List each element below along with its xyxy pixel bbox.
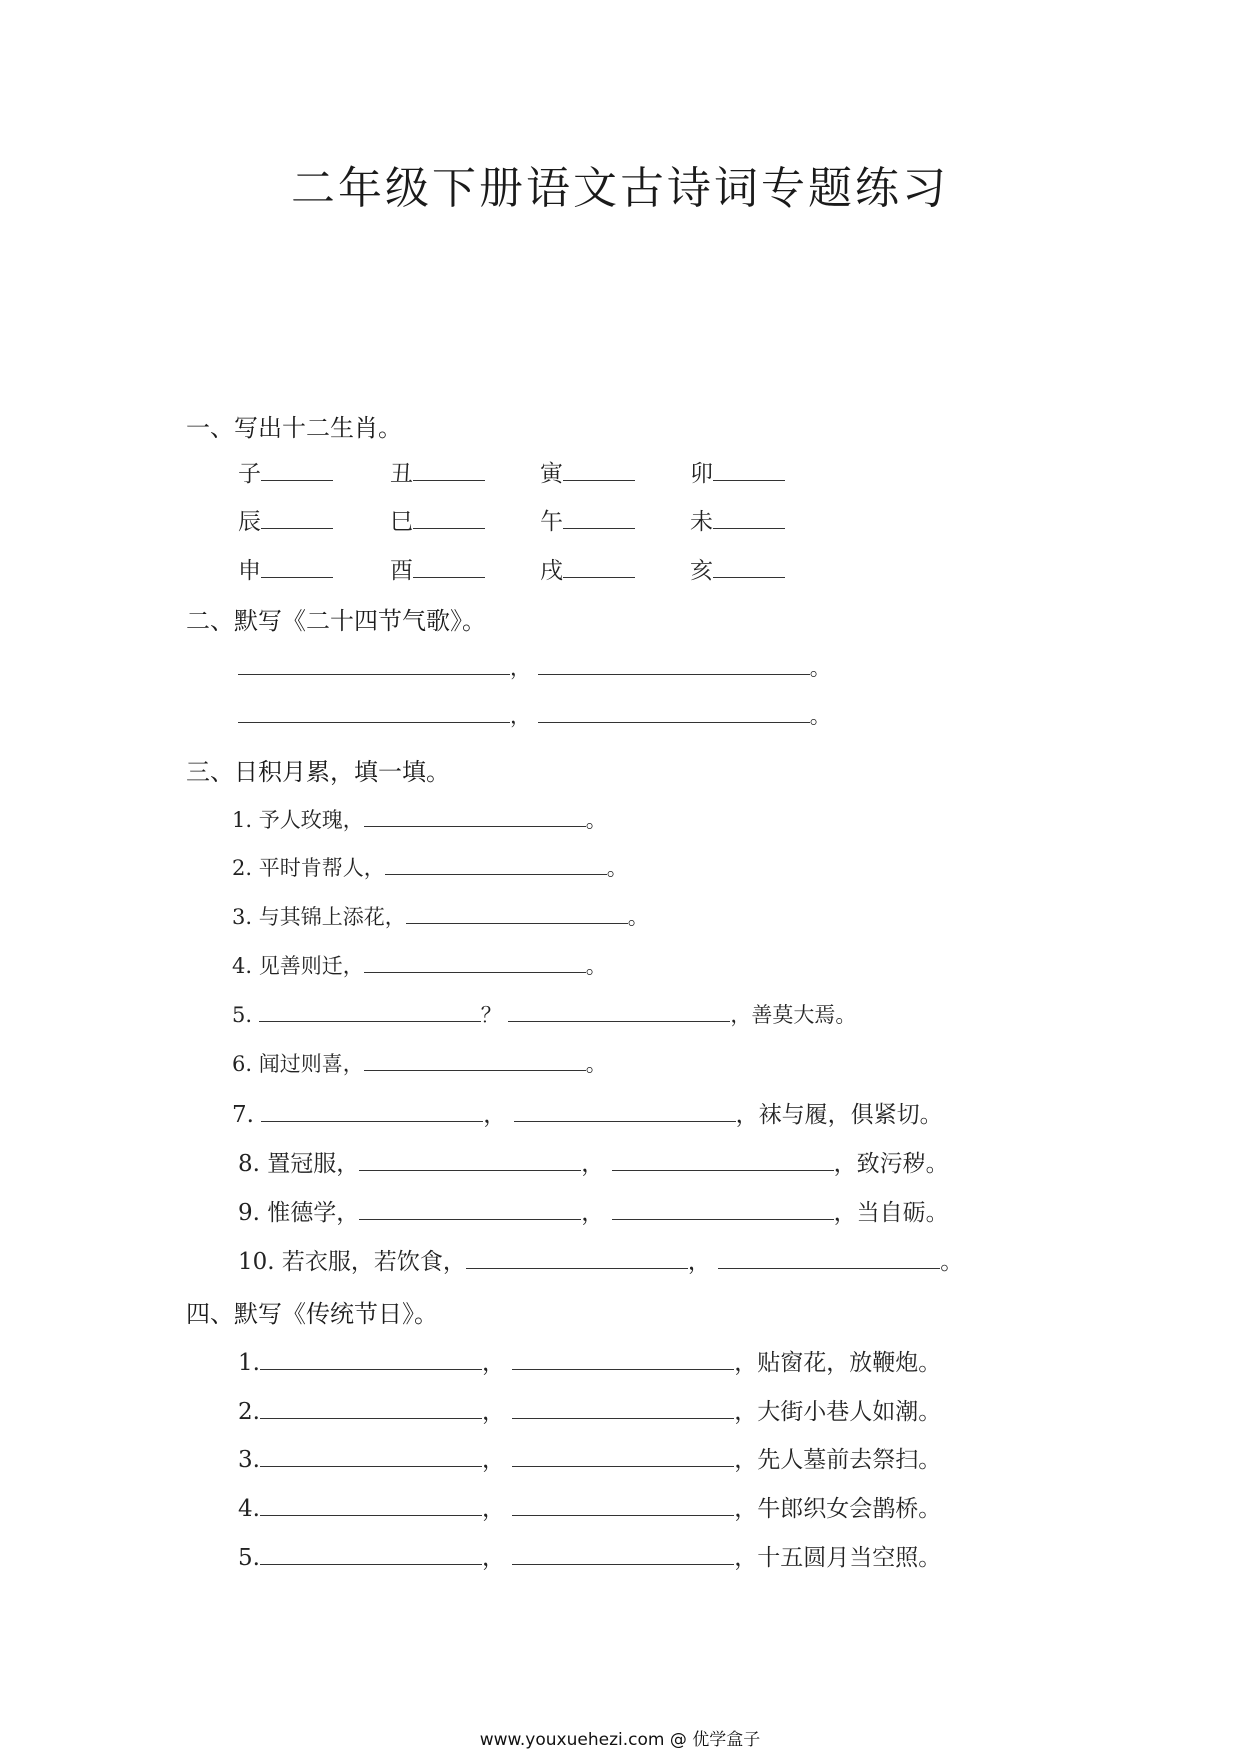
answer-blank[interactable] xyxy=(260,1544,482,1565)
answer-blank[interactable] xyxy=(364,806,586,827)
answer-blank[interactable] xyxy=(612,1150,834,1171)
fill-item: 8. 置冠服， ， ，致污秽。 xyxy=(238,1151,949,1177)
fill-item: 4. ， ，牛郎织女会鹊桥。 xyxy=(238,1496,942,1522)
answer-blank[interactable] xyxy=(261,460,333,481)
answer-blank[interactable] xyxy=(718,1248,940,1269)
answer-blank[interactable] xyxy=(466,1248,688,1269)
fill-item: 1. ， ，贴窗花，放鞭炮。 xyxy=(238,1350,942,1376)
zodiac-item: 辰 xyxy=(238,503,333,536)
answer-blank[interactable] xyxy=(260,1446,482,1467)
answer-blank[interactable] xyxy=(260,1398,482,1419)
answer-blank[interactable] xyxy=(261,557,333,578)
answer-blank[interactable] xyxy=(563,508,635,529)
zodiac-item: 卯 xyxy=(690,455,785,488)
fill-item: 9. 惟德学， ， ，当自砺。 xyxy=(238,1200,949,1226)
zodiac-item: 午 xyxy=(540,503,635,536)
answer-blank[interactable] xyxy=(238,654,510,675)
answer-blank[interactable] xyxy=(508,1001,730,1022)
answer-blank[interactable] xyxy=(512,1398,734,1419)
fill-item: 3. ， ，先人墓前去祭扫。 xyxy=(238,1447,942,1473)
zodiac-item: 子 xyxy=(238,455,333,488)
fill-item: 4. 见善则迁， 。 xyxy=(232,954,607,978)
fill-item: 7. ， ，袜与履，俱紧切。 xyxy=(232,1102,943,1128)
answer-blank[interactable] xyxy=(512,1446,734,1467)
fill-item: 5. ， ，十五圆月当空照。 xyxy=(238,1545,942,1571)
poem-line: ， 。 xyxy=(238,700,831,730)
fill-item: 10. 若衣服，若饮食， ， 。 xyxy=(238,1249,964,1275)
answer-blank[interactable] xyxy=(260,1349,482,1370)
answer-blank[interactable] xyxy=(359,1199,581,1220)
answer-blank[interactable] xyxy=(713,508,785,529)
section-1-heading: 一、写出十二生肖。 xyxy=(186,414,402,442)
fill-item: 6. 闻过则喜， 。 xyxy=(232,1052,607,1076)
answer-blank[interactable] xyxy=(713,557,785,578)
fill-item: 5. ？ ，善莫大焉。 xyxy=(232,1003,857,1027)
answer-blank[interactable] xyxy=(238,702,510,723)
section-2-heading: 二、默写《二十四节气歌》。 xyxy=(186,607,486,635)
answer-blank[interactable] xyxy=(385,854,607,875)
footer-watermark: www.youxuehezi.com @ 优学盒子 xyxy=(479,1730,761,1750)
zodiac-item: 未 xyxy=(690,503,785,536)
fill-item: 1. 予人玫瑰， 。 xyxy=(232,808,607,832)
zodiac-item: 戌 xyxy=(540,552,635,585)
answer-blank[interactable] xyxy=(413,460,485,481)
zodiac-item: 巳 xyxy=(390,503,485,536)
answer-blank[interactable] xyxy=(261,1101,483,1122)
answer-blank[interactable] xyxy=(612,1199,834,1220)
answer-blank[interactable] xyxy=(359,1150,581,1171)
page-title: 二年级下册语文古诗词专题练习 xyxy=(291,163,949,214)
zodiac-item: 申 xyxy=(238,552,333,585)
answer-blank[interactable] xyxy=(538,702,810,723)
answer-blank[interactable] xyxy=(563,460,635,481)
answer-blank[interactable] xyxy=(514,1101,736,1122)
answer-blank[interactable] xyxy=(538,654,810,675)
section-3-heading: 三、日积月累，填一填。 xyxy=(186,758,450,786)
zodiac-item: 丑 xyxy=(390,455,485,488)
answer-blank[interactable] xyxy=(413,557,485,578)
answer-blank[interactable] xyxy=(413,508,485,529)
fill-item: 2. ， ，大街小巷人如潮。 xyxy=(238,1399,942,1425)
answer-blank[interactable] xyxy=(259,1001,481,1022)
answer-blank[interactable] xyxy=(512,1349,734,1370)
answer-blank[interactable] xyxy=(512,1544,734,1565)
answer-blank[interactable] xyxy=(364,952,586,973)
fill-item: 3. 与其锦上添花， 。 xyxy=(232,905,649,929)
answer-blank[interactable] xyxy=(260,1495,482,1516)
zodiac-item: 酉 xyxy=(390,552,485,585)
fill-item: 2. 平时肯帮人， 。 xyxy=(232,856,628,880)
answer-blank[interactable] xyxy=(406,903,628,924)
answer-blank[interactable] xyxy=(364,1050,586,1071)
zodiac-item: 亥 xyxy=(690,552,785,585)
answer-blank[interactable] xyxy=(261,508,333,529)
answer-blank[interactable] xyxy=(512,1495,734,1516)
answer-blank[interactable] xyxy=(713,460,785,481)
zodiac-item: 寅 xyxy=(540,455,635,488)
section-4-heading: 四、默写《传统节日》。 xyxy=(186,1300,438,1328)
poem-line: ， 。 xyxy=(238,652,831,682)
answer-blank[interactable] xyxy=(563,557,635,578)
